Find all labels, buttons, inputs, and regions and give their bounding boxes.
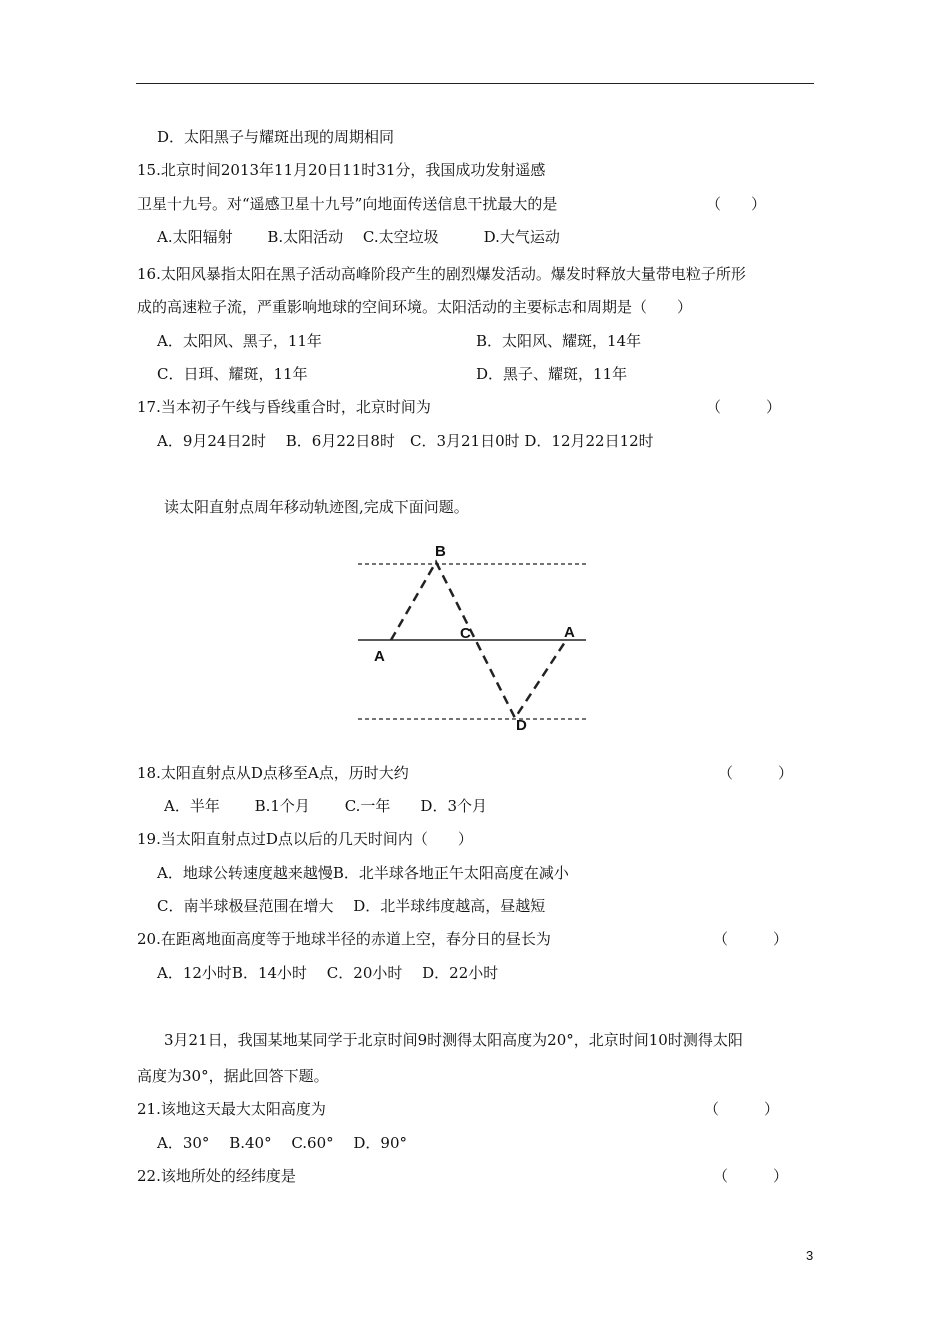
q15-answer-paren: （ ）: [706, 195, 767, 213]
page-number: 3: [806, 1248, 814, 1263]
q15-stem-1: 15.北京时间2013年11月20日11时31分，我国成功发射遥感: [137, 161, 546, 179]
q17-stem: 17.当本初子午线与昏线重合时，北京时间为: [137, 398, 431, 416]
label-a-left: A: [374, 648, 385, 665]
q17-options: A．9月24日2时 B．6月22日8时 C．3月21日0时 D．12月22日12时: [157, 432, 654, 450]
label-b: B: [435, 543, 446, 560]
label-d: D: [516, 717, 527, 734]
q18-answer-paren: （ ）: [718, 764, 794, 782]
q20-stem: 20.在距离地面高度等于地球半径的赤道上空，春分日的昼长为: [137, 930, 551, 948]
q19-stem: 19.当太阳直射点过D点以后的几天时间内（ ）: [137, 830, 473, 848]
q21-stem: 21.该地这天最大太阳高度为: [137, 1100, 326, 1118]
q15-stem-2: 卫星十九号。对“遥感卫星十九号”向地面传送信息干扰最大的是: [137, 195, 558, 213]
q20-options: A．12小时B．14小时 C．20小时 D．22小时: [157, 964, 499, 982]
q16-stem-1: 16.太阳风暴指太阳在黑子活动高峰阶段产生的剧烈爆发活动。爆发时释放大量带电粒子所形: [137, 265, 746, 283]
q19-options-ab: A．地球公转速度越来越慢B．北半球各地正午太阳高度在减小: [157, 864, 569, 882]
q16-option-a: A．太阳风、黑子，11年: [157, 332, 322, 350]
q22-answer-paren: （ ）: [713, 1167, 789, 1185]
q15-options: A.太阳辐射 B.太阳活动 C.太空垃圾 D.大气运动: [157, 228, 560, 246]
q22-stem: 22.该地所处的经纬度是: [137, 1167, 296, 1185]
q16-option-d: D．黑子、耀斑，11年: [476, 365, 628, 383]
q16-stem-2: 成的高速粒子流，严重影响地球的空间环境。太阳活动的主要标志和周期是（ ）: [137, 298, 693, 316]
q21-context-1: 3月21日，我国某地某同学于北京时间9时测得太阳高度为20°，北京时间10时测得太阳: [164, 1031, 743, 1049]
label-a-right: A: [564, 624, 575, 641]
q20-answer-paren: （ ）: [713, 930, 789, 948]
label-c: C: [460, 625, 471, 642]
q16-option-c: C．日珥、耀斑，11年: [157, 365, 308, 383]
q17-answer-paren: （ ）: [706, 398, 782, 416]
q18-options: A．半年 B.1个月 C.一年 D．3个月: [164, 797, 487, 815]
q14-option-d: D．太阳黑子与耀斑出现的周期相同: [157, 128, 395, 146]
diagram-instruction: 读太阳直射点周年移动轨迹图,完成下面问题。: [164, 498, 469, 516]
q19-options-cd: C．南半球极昼范围在增大 D．北半球纬度越高，昼越短: [157, 897, 546, 915]
q21-options: A．30° B.40° C.60° D．90°: [157, 1134, 408, 1152]
q21-context-2: 高度为30°，据此回答下题。: [137, 1067, 329, 1085]
header-rule: [136, 83, 814, 84]
q16-option-b: B．太阳风、耀斑，14年: [476, 332, 642, 350]
q18-stem: 18.太阳直射点从D点移至A点，历时大约: [137, 764, 409, 782]
q21-answer-paren: （ ）: [704, 1100, 780, 1118]
subsolar-point-diagram: [340, 538, 640, 738]
